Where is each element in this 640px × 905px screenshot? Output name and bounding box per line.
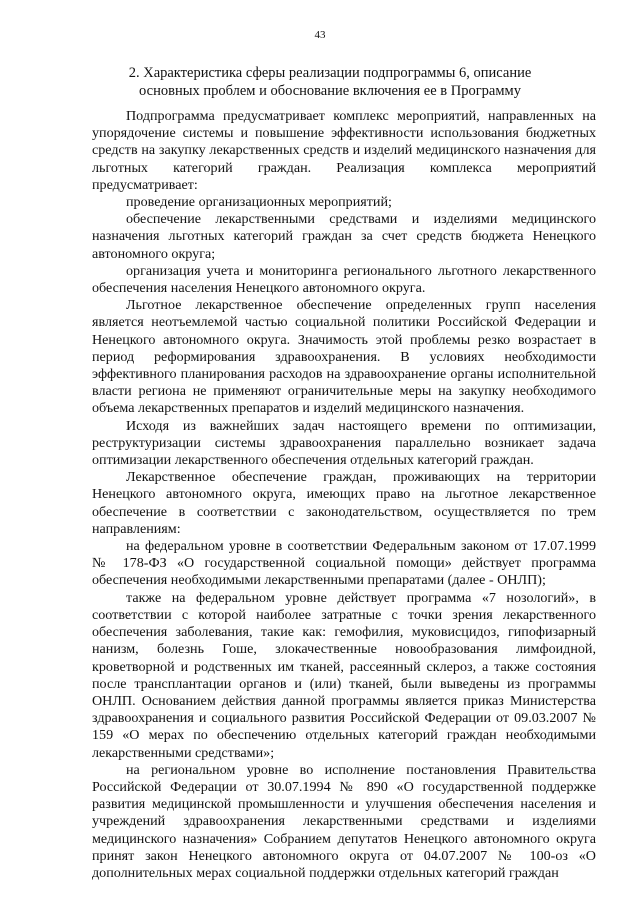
paragraph: Лекарственное обеспечение граждан, проживающих на территории Ненецкого автономного округа, имеющих право на льготное лекарственное обеспечение в соответствии с законодательством, осуществляется по трем направлениям: (92, 469, 596, 537)
paragraph: организация учета и мониторинга регионального льготного лекарственного обеспечения населения Ненецкого автономного округа. (92, 262, 596, 297)
paragraph: Исходя из важнейших задач настоящего времени по оптимизации, реструктуризации системы здравоохранения параллельно возникает задача оптимизации лекарственного обеспечения отдельных категорий граждан. (92, 417, 596, 469)
paragraph: Подпрограмма предусматривает комплекс мероприятий, направленных на упорядочение системы и повышение эффективности использования бюджетных средств на закупку лекарственных средств и изделий медицинского назначения для льготных категорий граждан. Реализация комплекса мероприятий предусматривает: (92, 108, 596, 193)
paragraph: Льготное лекарственное обеспечение определенных групп населения является неотъемлемой частью социальной политики Российской Федерации и Ненецкого автономного округа. Значимость этой проблемы резко возрастает в период реформирования здравоохранения. В условиях необходимости эффективного планирования расходов на здравоохранение органы исполнительной власти региона не применяют ограничительные меры на закупку необходимого объема лекарственных препаратов и изделий медицинского назначения. (92, 297, 596, 417)
document-body (92, 108, 596, 882)
section-heading-line-2: основных проблем и обоснование включения ее в Программу (139, 83, 521, 99)
page-number: 43 (314, 29, 326, 41)
paragraph: также на федеральном уровне действует программа «7 нозологий», в соответствии с которой наиболее затратные с точки зрения лекарственного обеспечения заболевания, такие как: гемофилия, муковисцидоз, гипофизарный нанизм, болезнь Гоше, злокачественные новообразования лимфоидной, кроветворной и родственных им тканей, рассеянный склероз, а также состояния после трансплантации органов и (или) тканей, были выведены из программы ОНЛП. Основанием действия данной программы является приказ Министерства здравоохранения и социального развития Российской Федерации от 09.03.2007 № 159 «О мерах по обеспечению отдельных категорий граждан необходимыми лекарственными средствами»; (92, 589, 596, 761)
paragraph: на федеральном уровне в соответствии Федеральным законом от 17.07.1999 № 178-ФЗ «О государственной социальной помощи» действует программа обеспечения необходимыми лекарственными препаратами (далее - ОНЛП); (92, 538, 596, 589)
paragraph: обеспечение лекарственными средствами и изделиями медицинского назначения льготных категорий граждан за счет средств бюджета Ненецкого автономного округа; (92, 211, 596, 262)
paragraph: проведение организационных мероприятий; (126, 194, 392, 211)
section-heading (120, 64, 540, 100)
section-heading-line-1: 2. Характеристика сферы реализации подпрограммы 6, описание (128, 65, 532, 81)
paragraph: на региональном уровне во исполнение постановления Правительства Российской Федерации от 30.07.1994 № 890 «О государственной поддержке развития медицинской промышленности и улучшения обеспечения населения и учреждений здравоохранения лекарственными средствами и изделиями медицинского назначения» Собранием депутатов Ненецкого автономного округа принят закон Ненецкого автономного округа от 04.07.2007 № 100-оз «О дополнительных мерах социальной поддержки отдельных категорий граждан (92, 761, 596, 881)
